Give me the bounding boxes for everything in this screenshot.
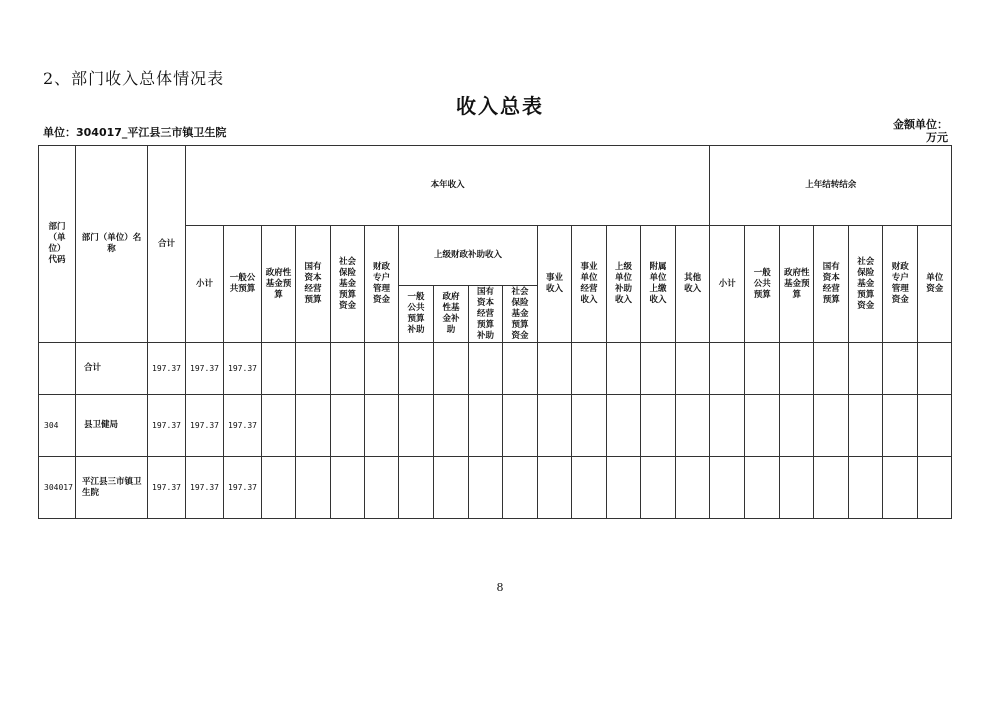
amount-unit-value: 万元 <box>926 131 948 144</box>
header-business-operating: 事业单位经营收入 <box>572 226 607 343</box>
header-other-income: 其他收入 <box>676 226 710 343</box>
amount-unit <box>893 118 948 144</box>
row-name: 平江县三市镇卫生院 <box>76 457 148 519</box>
row-code: 304 <box>39 395 76 457</box>
header-affiliated-remit: 附属单位上缴收入 <box>641 226 676 343</box>
table-row <box>39 395 952 457</box>
row-name: 县卫健局 <box>76 395 148 457</box>
header-prev-social-insurance: 社会保险基金预算资金 <box>849 226 883 343</box>
header-dept-name: 部门（单位）名称 <box>76 146 148 343</box>
header-current-year: 本年收入 <box>186 146 710 226</box>
header-subtotal: 小计 <box>186 226 224 343</box>
row-general-budget: 197.37 <box>224 343 262 395</box>
income-summary-table <box>38 145 952 519</box>
header-prev-gov-fund: 政府性基金预算 <box>780 226 814 343</box>
header-general-budget: 一般公共预算 <box>224 226 262 343</box>
row-general-budget: 197.37 <box>224 395 262 457</box>
row-subtotal: 197.37 <box>186 395 224 457</box>
row-name: 合计 <box>76 343 148 395</box>
table-row <box>39 343 952 395</box>
row-code: 304017 <box>39 457 76 519</box>
header-dept-code: 部门（单位）代码 <box>39 146 76 343</box>
header-social-insurance-budget: 社会保险基金预算资金 <box>331 226 365 343</box>
section-heading: 2、部门收入总体情况表 <box>43 69 225 88</box>
header-upper-state-capital: 国有资本经营预算补助 <box>469 286 503 343</box>
row-total: 197.37 <box>148 395 186 457</box>
header-prev-subtotal: 小计 <box>710 226 745 343</box>
row-code <box>39 343 76 395</box>
header-upper-social-insurance: 社会保险基金预算资金 <box>503 286 538 343</box>
header-upper-subsidy: 上级财政补助收入 <box>399 226 538 286</box>
amount-unit-label: 金额单位： <box>893 118 948 131</box>
header-upper-general: 一般公共预算补助 <box>399 286 434 343</box>
header-upper-gov-fund: 政府性基金补助 <box>434 286 469 343</box>
header-prev-unit-funds: 单位资金 <box>918 226 952 343</box>
header-prev-general: 一般公共预算 <box>745 226 780 343</box>
row-general-budget: 197.37 <box>224 457 262 519</box>
header-upper-unit-subsidy: 上级单位补助收入 <box>607 226 641 343</box>
header-prev-year: 上年结转结余 <box>710 146 952 226</box>
row-total: 197.37 <box>148 343 186 395</box>
table-row <box>39 457 952 519</box>
header-prev-fiscal-special: 财政专户管理资金 <box>883 226 918 343</box>
page-number: 8 <box>496 581 504 594</box>
header-business-income: 事业收入 <box>538 226 572 343</box>
header-prev-state-capital: 国有资本经营预算 <box>814 226 849 343</box>
row-subtotal: 197.37 <box>186 457 224 519</box>
table-title: 收入总表 <box>456 94 544 118</box>
row-total: 197.37 <box>148 457 186 519</box>
header-gov-fund-budget: 政府性基金预算 <box>262 226 296 343</box>
reporting-unit: 单位：304017_平江县三市镇卫生院 <box>43 126 227 139</box>
header-total: 合计 <box>148 146 186 343</box>
row-subtotal: 197.37 <box>186 343 224 395</box>
header-state-capital-budget: 国有资本经营预算 <box>296 226 331 343</box>
header-fiscal-special: 财政专户管理资金 <box>365 226 399 343</box>
